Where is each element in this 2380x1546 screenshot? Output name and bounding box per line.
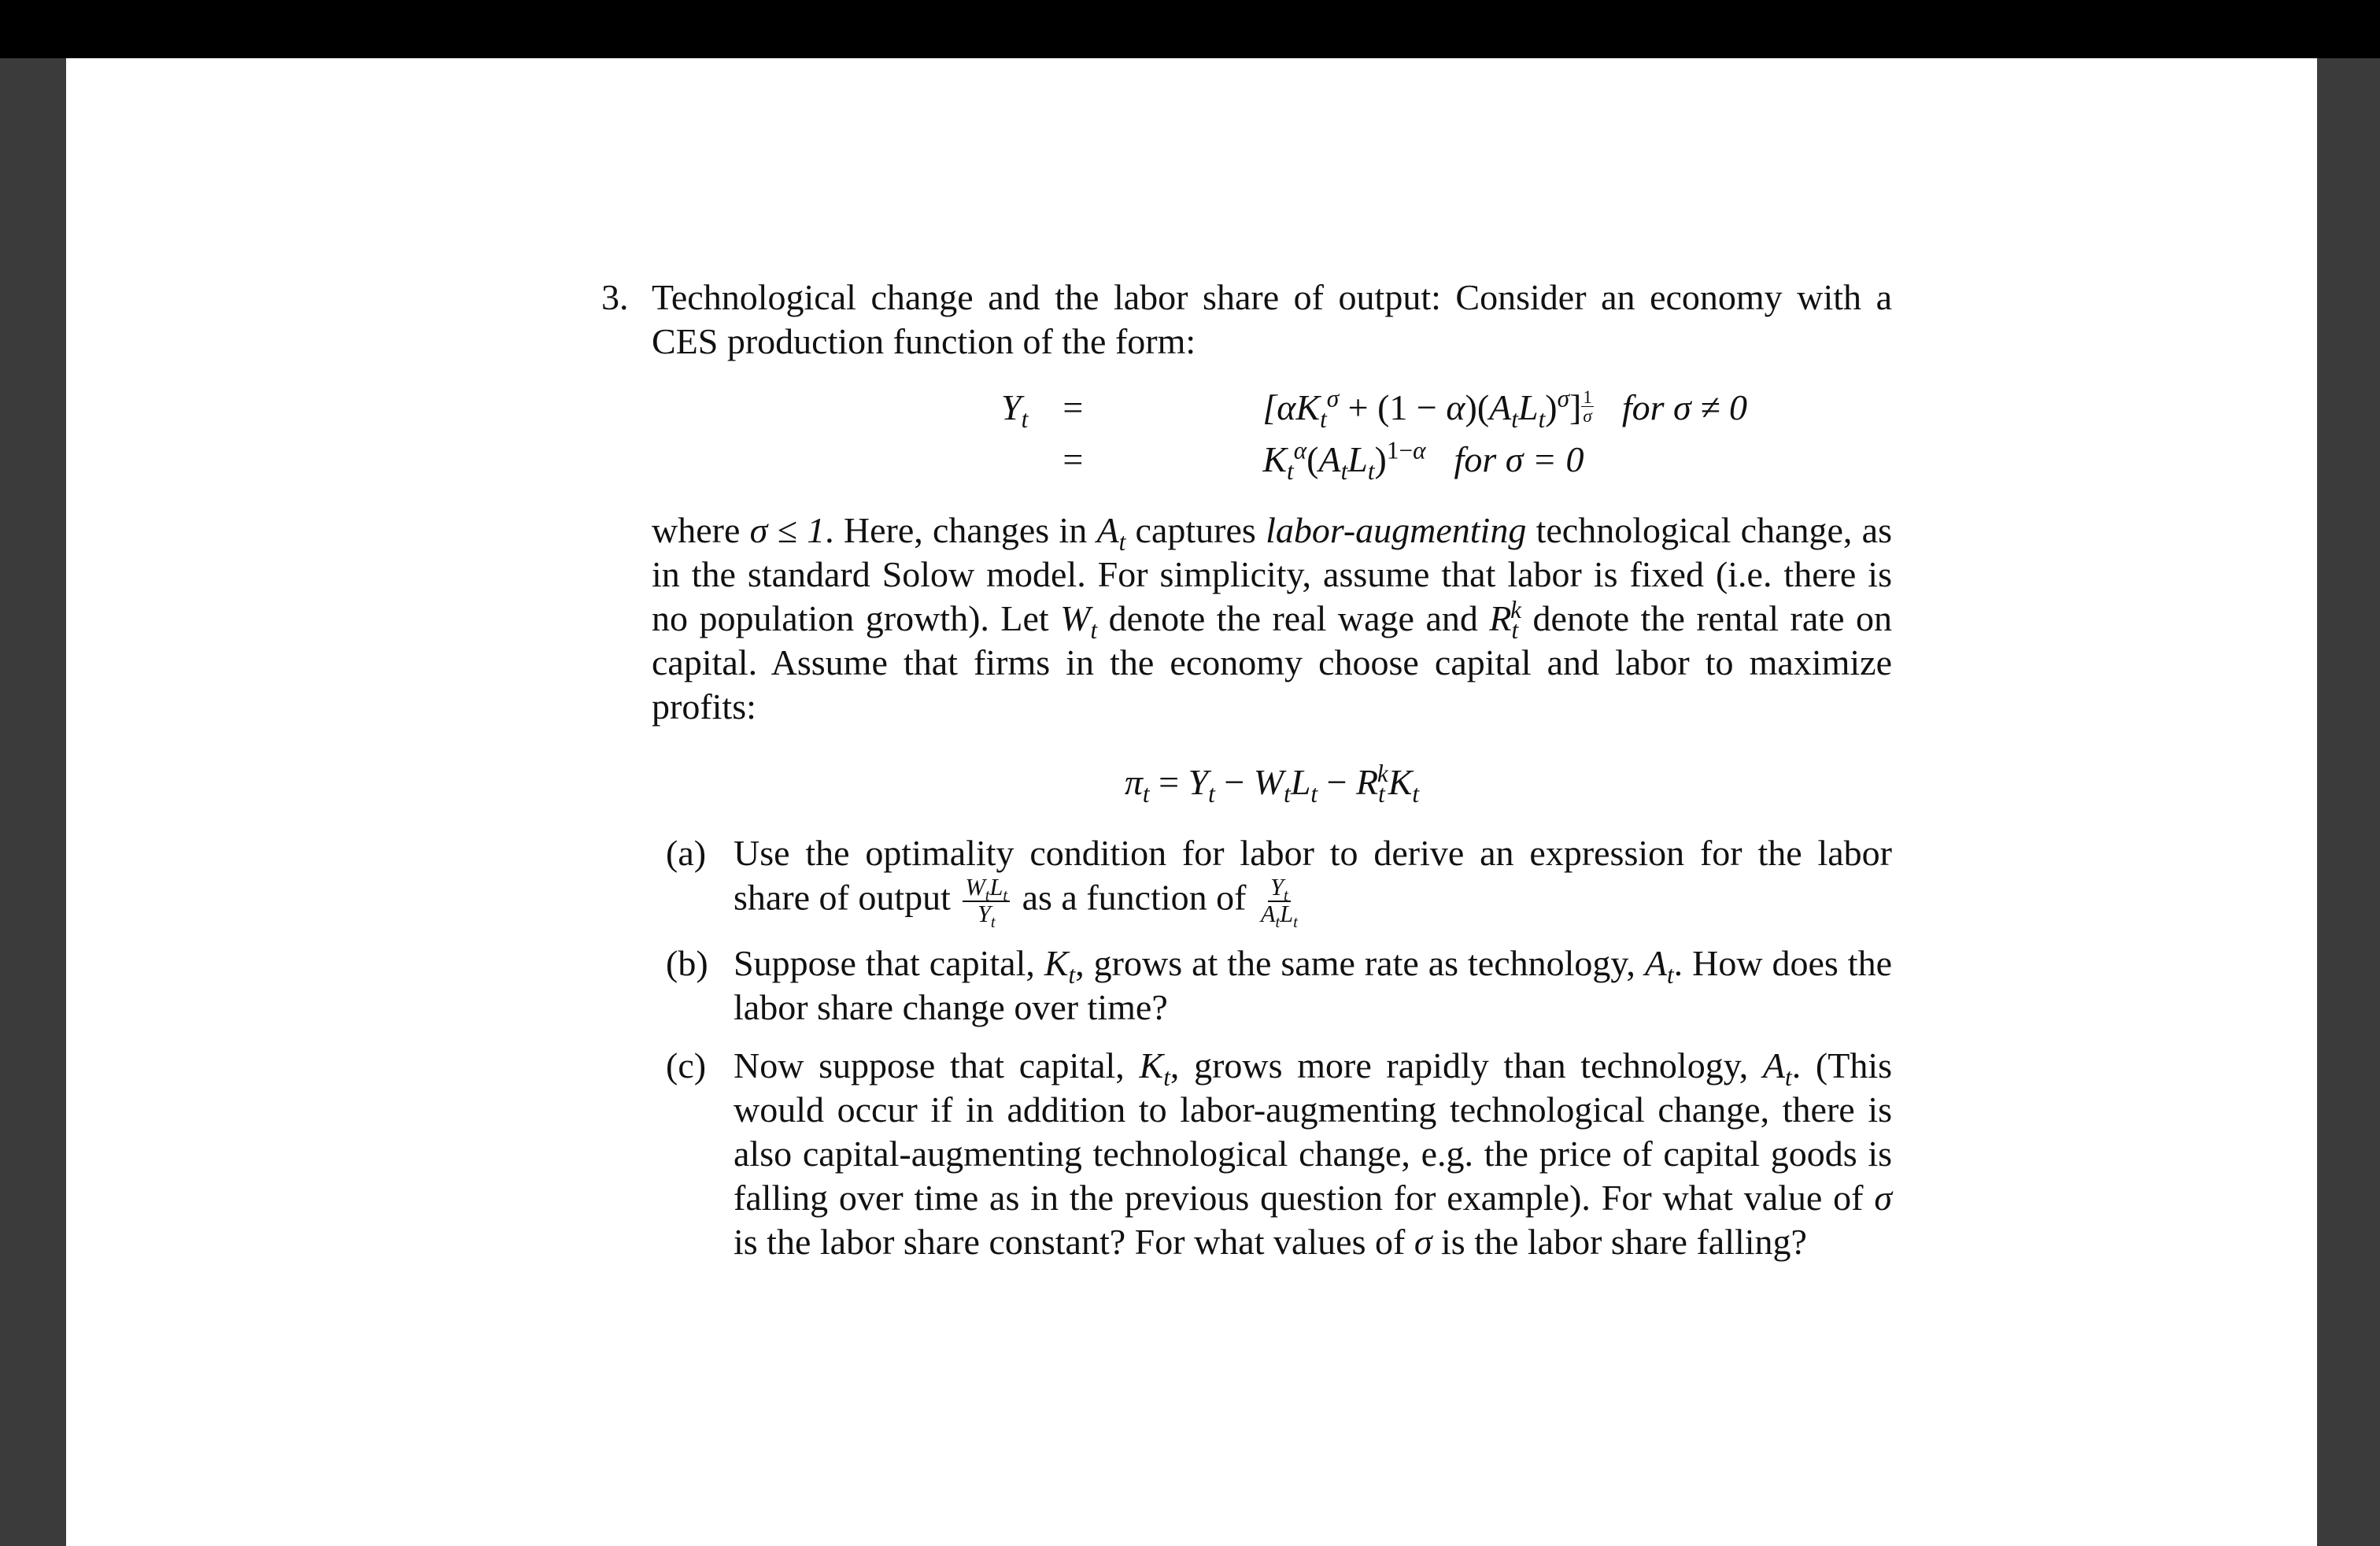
problem-parts	[652, 831, 1892, 1264]
condition-row1: for σ ≠ 0	[1621, 387, 1747, 427]
problem-paragraph-2: where σ ≤ 1. Here, changes in $A_t$ captures labor-augmenting technological change, as in the standard Solow model. For simplicity, assume that labor is fixed (i.e. there is no population growth). Let $W_t$ denote the real wage and $R_t^k$ denote the rental rate on capital. Assume that firms in the economy choose capital and labor to maximize profits:	[652, 510, 1892, 727]
profit-equation: $\pi_t = Y_t - W_tL_t - R_t^kK_t$	[1124, 759, 1420, 808]
cobb-douglas-row2: $K_t^\alpha(A_tL_t)^{1-\alpha}$ for σ = 0	[1262, 436, 1584, 486]
part-b: (b) Suppose that capital, $K_t$, grows at the same rate as technology, $A_t$. How does the labor share change over time?	[666, 942, 1892, 1027]
problem-number: 3.	[601, 277, 629, 317]
condition-row2: for σ = 0	[1454, 439, 1584, 479]
problem-3	[601, 276, 1892, 1264]
ces-formula-row1: $[\alpha K_t^\sigma + (1 - \alpha)(A_tL_t)^\sigma]$ $\frac{1}{\sigma}$ for σ ≠ 0	[1262, 384, 1747, 434]
page-content	[601, 276, 1892, 1278]
document-page	[66, 58, 2317, 1546]
equals-sign-2: =	[1062, 439, 1084, 479]
viewer-top-bar	[0, 0, 2380, 58]
part-c: (c) Now suppose that capital, $K_t$, grows more rapidly than technology, $A_t$. (This would occur if in addition to labor-augmenting technological change, there is also capital-augmenting technological change, e.g. the price of capital goods is falling over time as in the previous question for example). For what value of σ is the labor share constant? For what values of σ is the labor share falling?	[666, 1045, 1892, 1262]
part-a: (a) Use the optimality condition for labor to derive an expression for the labor share of output $\frac{W_tL_t}{Y_t}$ as a function of $\frac{Y_t}{A_tL_t}$	[666, 833, 1892, 931]
problem-intro: Technological change and the labor share of output: Consider an economy with a CES production function of the form:	[652, 277, 1892, 361]
part-label: (c)	[666, 1045, 707, 1086]
equals-sign-1: =	[1062, 387, 1084, 427]
part-label: (a)	[666, 833, 707, 873]
ces-production-function	[652, 384, 1892, 486]
equation-lhs: $Y_t$	[1001, 387, 1029, 434]
part-label: (b)	[666, 942, 708, 983]
